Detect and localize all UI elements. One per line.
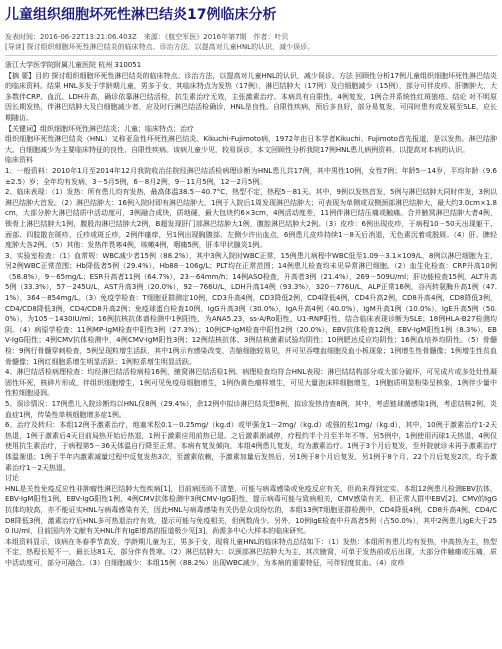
article-body	[5, 60, 497, 569]
intro-paragraph: 组织细胞坏死性淋巴结炎（HNL）又称亚急性坏死性淋巴结炎、Kikuchi-Fujimoto病，1972年由日本学者Kikuchi、Fujimoto首先报道，是以发热、淋巴结肿大、白细胞减少为主要临床特征的良性、自限性疾病。该病儿童少见，较易误诊，本文回顾性分析我院17例HNL患儿病例资料，以提高对本病的认识。	[5, 135, 497, 154]
abstract-paragraph: 【摘 要】目的 探讨组织细胞坏死性淋巴结炎的临床特点、诊治方法，以提高对儿童HNL的认识，减少误诊。方法 回顾性分析17例儿童组织细胞坏死性淋巴结炎的临床资料。结果 HNL多发于学龄期儿童，男多于女，其临床特点为发热（17例），淋巴结肿大（17例）及白细胞减少（15例），部分可伴皮疹、肝脾肿大，大多数伴CRP、血沉、LDH升高，确诊依靠淋巴结活检，抗生素治疗无效，主张激素治疗。本病具有自限性，4例复发，1例合并系统性红斑狼疮。结论 对不明原因长期发热，伴淋巴结肿大及白细胞减少者，应及时行淋巴结活检确诊，HNL是良性、自限性疾病，预后多良好，部分易复发，可同时患有或发展至SLE，应长期随访。	[5, 71, 497, 122]
misdiagnosis-paragraph: 5、误诊情况：17例患儿入院诊断均以HNL仅8例（29.4%），余12例中拟诊淋巴结炎型8例，拟诊发热待查8例，其中，考虑链球菌感染1例，考虑结核2例，炎血症1例，传染性单核细胞增多症1例。	[5, 400, 497, 419]
section-heading: 临床资料	[5, 156, 33, 165]
article-meta: 发表时间：2016-06-22T13:21:06.403Z 来源：《航空军医》2016年第7期 作者：叶贝	[5, 33, 289, 41]
discussion-paragraph: HNL是关性免疫反应性非肿瘤性淋巴结肿大性疾病[1]，目前病因尚不清楚，可能与病毒感染或免疫反应有关，但尚未得到定实。本组12例患儿检测EBV抗体，EBV-IgM阳性1例，EBV-IgG阳性1例，4例CMV抗体检测中3例CMV-IgG阳性，提示病毒可能与致病相关，CMV感染有关，但正常人群中EBV[2]、CMV的IgG抗体均较高，亦不能证实HNL与病毒感染有关，因此HNL与病毒感染有关仍是众说纷纭的，本组13例T细胞亚群检测中，CD4降低4例，CD8升高4例，CD4/CD8降低3例，激素治疗后HNL多可热退治疗有效，提示可能与免疫相关，但例数尚少。另外，10例IgE检查中升高者5例（占50.0%），其中2例患儿IgE大于250 IU/ml，目前国内外文献有关HNL伴有IgE增高的报道极少见[3]，尚需多中心大样本的临床研究。	[5, 484, 497, 536]
lab-paragraph: 3、实验室检查：（1）血常规：WBC减少者15例（88.2%），其中3例入院时WBC正常，15例患儿病程中WBC低至1.09－3.1×109/L，8例以淋巴细胞为主，另2例WBC正常范围；Hb降低者5例（29.4%），Hb88－106g/L；PLT均在正常范围；14例患儿检查均未见异常淋巴细胞。（2）血生化检查：CRP升高10例（58.8%），9－65mg/L；ESR升高者11例（64.7%），23－64mm/h；14例ASO检查，升高者3例（21.4%），269－509U/ml；肝功能检查15例，ALT升高5例（33.3%），57－245U/L，AST升高3例（20.0%），92－766U/L，LDH升高14例（93.3%），320－776U/L，ALP正常16例，谷丙转氨酶升高1例（47.1%），364－854mg/L。（3）免疫学检查：T细胞亚群测定10例，CD3升高4例，CD3降低2例，CD4降低4例，CD4升高2例，CD8升高4例，CD8降低3例，CD4/CD8降低3例，CD4/CD8升高2例；免疫球蛋白检查10例，IgG升高3例（30.0%），IgA升高4例（40.0%），IgM升高1例（10.0%），IgE升高5例（50.0%），为105－1430IU/ml；16例抗核抗体谱检测中1例阳性，为ANA5.23，ss-A/Ro阳性，U1-RNP阳性，结合临床表现诊断为SLE；18例HLA-B27检测均阴。（4）病原学检查：11例MP-IgM检查中阳性3例（27.3%）；10例CP-IgM检查中阳性2例（20.0%），EBV抗体检查12例，EBV-IgM阳性1例（8.3%），EBV-IgG阳性；4例CMV抗体检测中，4例CMV-IgM阳性3例；12例结核抗体、3例结核菌素试验均阴性；10例肥达反应均阴性；16例血培养均阴性。（5）骨髓检：9例行骨髓穿刺检查，5例呈现粒增生活跃，其中1例示有感染改变，否缩细胞较易见，并可见吞噬血细胞及血小板现象；1例增生性骨髓像；1例增生性贫血骨髓像；1例红细胞系增生明显活跃；1例粒系增生明显活跃。	[5, 251, 497, 366]
author-affiliation: 浙江大学医学院附属儿童医院 杭州 310051	[5, 61, 142, 69]
treatment-paragraph: 6、治疗及转归：本组12例予激素治疗，地塞米松0.1－0.25mg/（kg.d）或甲强龙1－2mg/（kg.d）或强的松1mg/（kg.d），其中，10例于激素治疗1-2天热退，1例于激素后4天目前局热开始后热退，1例于激素应用前热已退。之后激素渐减停，疗程约半个月至半年不等。另5例中，1例使用丙球1天热退，4例仅使用抗生素治疗，于病程第5－36天体温自行降至正常。本病有复发倾向，本组4例患儿复发，均为激素治疗。1例于3个月后复发，至外院就诊未再予激素治疗体温渐退；1例于半年内激素减量过程中反复发热3次，至激素依赖，予激素加量后发热后，另1例于8个月后复发，另1例于8个月、22个月后复发2次，均予激素治疗1－2天热退。	[5, 421, 497, 472]
keywords: 【关键词】组织细胞坏死性淋巴结炎；儿童；临床特点；治疗	[5, 124, 194, 133]
biopsy-paragraph: 4、淋巴结活检病理检查：均经淋巴结活检病检16例，腋窝淋巴结活检1例。病理检查均符合HNL表现：淋巴结结构部分或大部分破坏，可见成片或多处灶性凝固性坏死，核碎片形成，伴组织细胞增生，1例可见免疫母细胞增生，1例伪黄色瘤样增生，可见大量泡沫样细胞增生，1例胞质明显粉染呈核象，1例伴少量中性粒细胞浸润。	[5, 368, 497, 398]
general-data-paragraph: 1、一般资料：2010年1月至2014年12月我院收治住院经淋巴结活检病理诊断为HNL患儿共17例，其中男性10例，女性7例；年龄5－14岁，平均年龄（9.6±2.5）岁；全年均有发病，3－5月5例，6－8月2例，9－11月5例，12－2月5例。	[5, 166, 497, 186]
section-heading: 讨论	[5, 474, 19, 483]
article-title: 儿童组织细胞坏死性淋巴结炎17例临床分析	[5, 7, 277, 23]
article-guide: [导读] 探讨组织细胞坏死性淋巴结炎的临床特点、诊治方法，以提高对儿童HNL的认识，减少误诊。	[5, 43, 315, 51]
discussion-paragraph: 本组资料显示，该病在冬春季节高发，学龄期儿童为主，男多于女，现将儿童HNL的临床特点总结如下：（1）发热：本组所有患儿均有发热，中高热为主，热型不定，热程长短不一，最长达81天，部分伴有畏寒。（2）淋巴结肿大：以颈部淋巴结肿大为主，其次腋窝，可单于发热前或后出现，大部分伴触痛或压痛，质中活动度可，部分可融合。（3）白细胞减少：本组15例（88.2%）出现WBC减少，为本病的重要特征，可伴轻度贫血。（4）皮疹	[5, 537, 497, 567]
clinical-paragraph: 2、临床表现：（1）发热：所有患儿均有发热，最高体温38.5－40.7°C，热型不定，热程5－81天。其中，9例以发热首发，5例与淋巴结肿大同时伴发，3例以淋巴结肿大首发。（2）淋巴结肿大：16例入院时即有淋巴结肿大，1例于入院后1周发现淋巴结肿大；可表现为单侧或双侧颈部淋巴结肿大，最大约3.0cm×1.8cm，大部分肿大淋巴结质中活动度可，3例融合成块，质地硬，最大包块约6×3cm，4例活动度差，11例伴淋巴结压痛或触痛。合并腋窝淋巴结肿大者4例，锁骨上淋巴结肿大1例，腹股沟淋巴结肿大2例，B超发现肝门部淋巴结肿大1例，腹腔淋巴结肿大2例。（3）皮疹：6例出现皮疹，于病程10－50天出现躯干、面部、四肢散在斑疹、丘疹或斑丘疹，2例伴瘙痒，另1例出现胸腹部、左侧少许出血点，6例患儿皮疹持续1－8天后消退，无色素沉着或脱屑。（4）肝、脾轻度肿大各2例。（5）其他：发热伴畏寒4例，咳嗽4例，咽痛5例，肝本甲状腺炎1例。	[5, 188, 497, 250]
divider	[5, 55, 497, 56]
